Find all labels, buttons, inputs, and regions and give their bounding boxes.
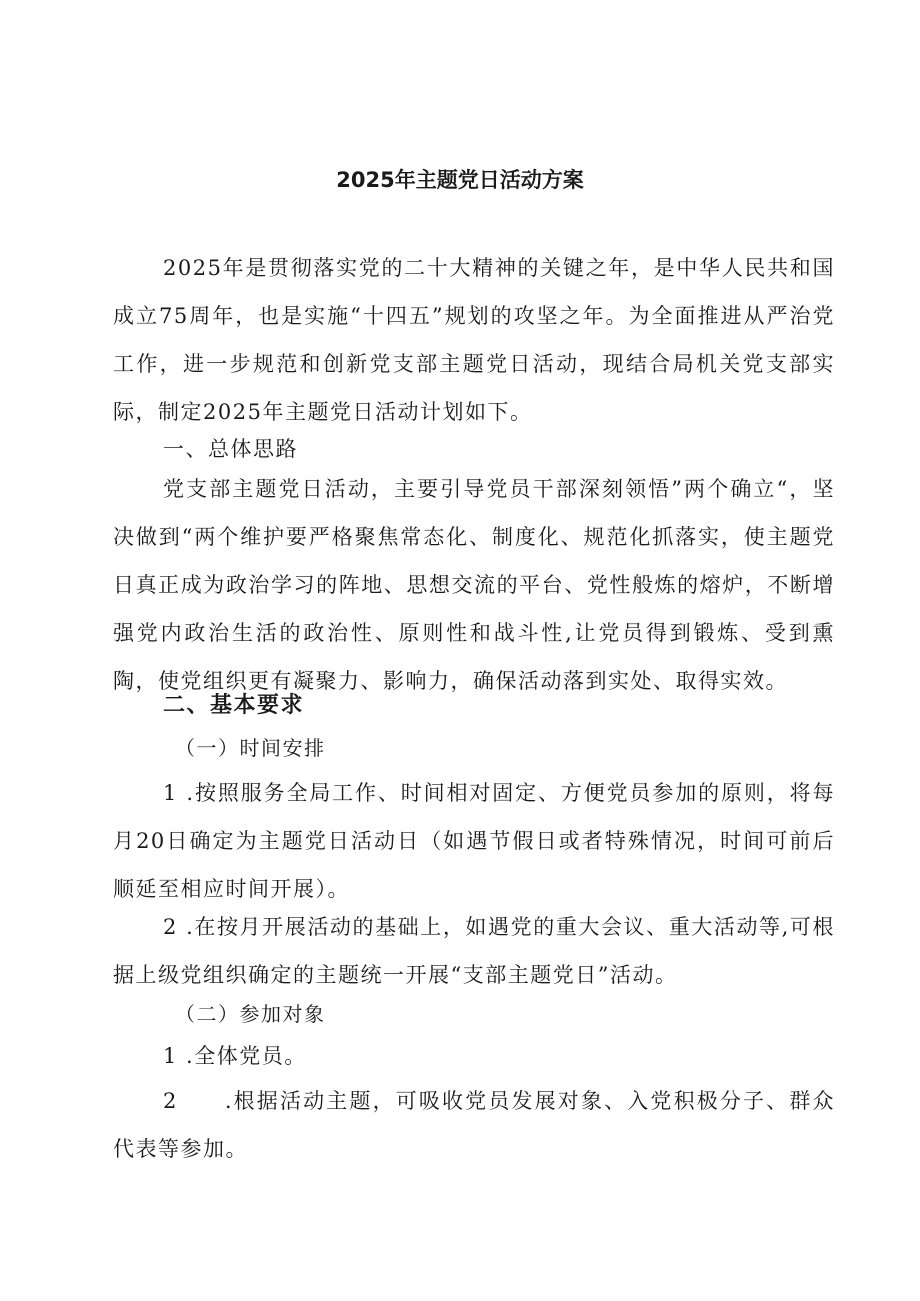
section-2-heading: 二、基本要求	[163, 693, 305, 718]
intro-paragraph: 2025年是贯彻落实党的二十大精神的关键之年，是中华人民共和国成立75周年，也是实施“十四五”规划的攻坚之年。为全面推进从严治党工作，进一步规范和创新党支部主题党日活动，现结合局机关党支部实际，制定2025年主题党日活动计划如下。	[113, 256, 835, 424]
subsection-2-heading: （二）参加对象	[175, 1002, 326, 1026]
document-title: 2025年主题党日活动方案	[336, 168, 584, 192]
section-1-heading: 一、总体思路	[163, 437, 298, 461]
section-1-body: 党支部主题党日活动，主要引导党员干部深刻领悟”两个确立“，坚决做到“两个维护要严格聚焦常态化、制度化、规范化抓落实，使主题党日真正成为政治学习的阵地、思想交流的平台、党性般炼的熔炉，不断增强党内政治生活的政治性、原则性和战斗性,让党员得到锻炼、受到熏陶，使党组织更有凝聚力、影响力，确保活动落到实处、取得实效。	[113, 477, 835, 693]
subsection-2-item-2: 2 .根据活动主题，可吸收党员发展对象、入党积极分子、群众代表等参加。	[113, 1089, 835, 1161]
subsection-1-item-1: 1 .按照服务全局工作、时间相对固定、方便党员参加的原则，将每月20日确定为主题党日活动日（如遇节假日或者特殊情况，时间可前后顺延至相应时间开展）。	[113, 781, 835, 901]
subsection-1-heading: （一）时间安排	[175, 736, 326, 760]
subsection-1-item-2: 2 .在按月开展活动的基础上，如遇党的重大会议、重大活动等,可根据上级党组织确定的主题统一开展“支部主题党日”活动。	[113, 915, 835, 987]
subsection-2-item-1: 1 .全体党员。	[163, 1044, 307, 1068]
